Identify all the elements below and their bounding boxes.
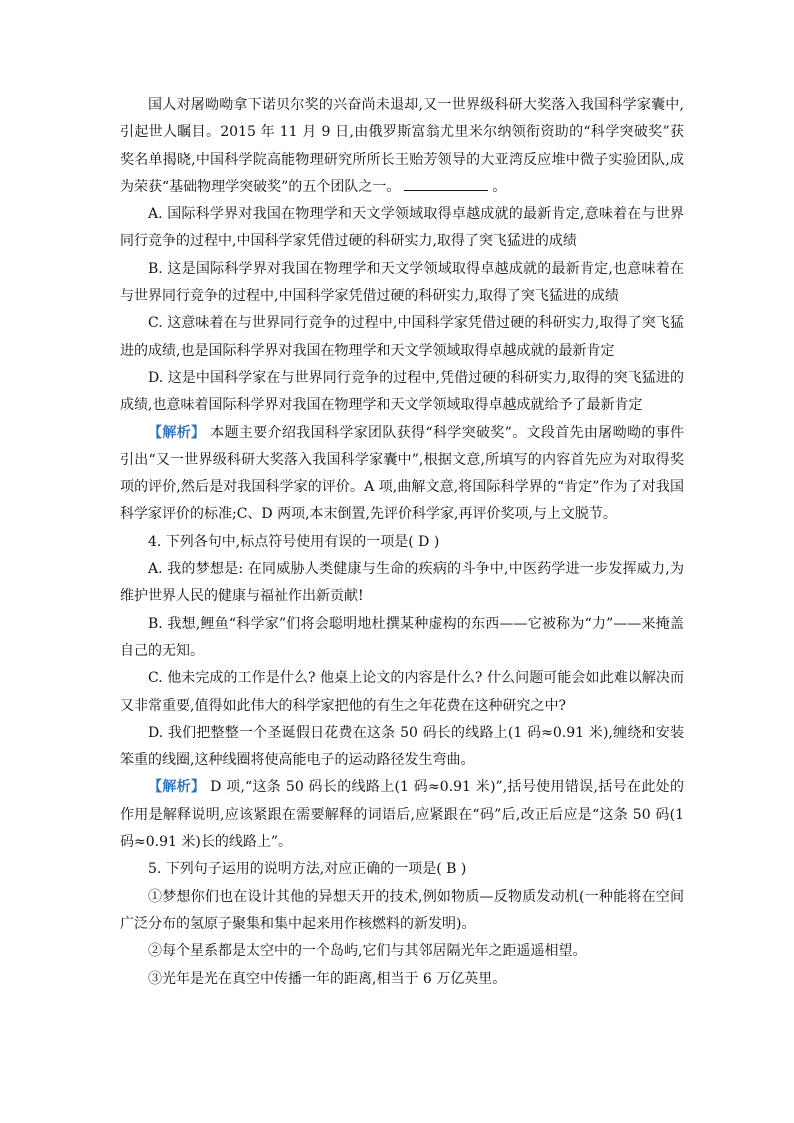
q3-analysis bbox=[120, 420, 684, 529]
q4-option-b: B. 我想,鲤鱼“科学家”们将会聪明地杜撰某种虚构的东西——它被称为“力”——来掩盖自己的无知。 bbox=[120, 615, 684, 659]
q5-item-2: ②每个星系都是太空中的一个岛屿,它们与其邻居隔光年之距遥遥相望。 bbox=[148, 943, 587, 960]
analysis-label: 【解析】 bbox=[148, 779, 206, 796]
q3-option-c: C. 这意味着在与世界同行竞争的过程中,中国科学家凭借过硬的科研实力,取得了突飞猛进的成绩,也是国际科学界对我国在物理学和天文学领域取得卓越成就的最新肯定 bbox=[120, 315, 684, 359]
q3-option-d: D. 这是中国科学家在与世界同行竞争的过程中,凭借过硬的科研实力,取得的突飞猛进的成绩,也意味着国际科学界对我国在物理学和天文学领域取得卓越成就给予了最新肯定 bbox=[120, 369, 684, 414]
q5-item-3: ③光年是光在真空中传播一年的距离,相当于 6 万亿英里。 bbox=[148, 970, 507, 987]
q4-analysis bbox=[120, 774, 684, 856]
intro-end: 。 bbox=[492, 178, 507, 195]
answer-blank bbox=[404, 176, 488, 191]
q4-option-a: A. 我的梦想是: 在同威胁人类健康与生命的疾病的斗争中,中医药学进一步发挥威力,为维护世界人民的健康与福祉作出新贡献! bbox=[120, 561, 684, 605]
q4-stem: 4. 下列各句中,标点符号使用有误的一项是( D ) bbox=[148, 533, 440, 550]
intro-text: 国人对屠呦呦拿下诺贝尔奖的兴奋尚未退却,又一世界级科研大奖落入我国科学家囊中,引起世人瞩目。2015 年 11 月 9 日,由俄罗斯富翁尤里米尔纳领衔资助的“科学突破奖”获奖名单揭晓,中国科学院高能物理研究所所长王贻芳领导的大亚湾反应堆中微子实验团队,成为荣获“基础物理学突破奖”的五个团队之一。 bbox=[120, 97, 684, 195]
q5-stem: 5. 下列句子运用的说明方法,对应正确的一项是( B ) bbox=[148, 861, 467, 878]
analysis-label: 【解析】 bbox=[148, 424, 206, 441]
q5-item-1: ①梦想你们也在设计其他的异想天开的技术,例如物质—反物质发动机(一种能将在空间广泛分布的氢原子聚集和集中起来用作核燃料的新发明)。 bbox=[120, 888, 684, 932]
q3-analysis-text: 本题主要介绍我国科学家团队获得“科学突破奖”。文段首先由屠呦呦的事件引出“又一世界级科研大奖落入我国科学家囊中”,根据文意,所填写的内容首先应为对取得奖项的评价,然后是对我国科学家的评价。A 项,曲解文意,将国际科学界的“肯定”作为了对我国科学家评价的标准;C、D 两项,本末倒置,先评价科学家,再评价奖项,与上文脱节。 bbox=[120, 424, 685, 523]
q4-option-d: D. 我们把整整一个圣诞假日花费在这条 50 码长的线路上(1 码≈0.91 米),缠绕和安装笨重的线圈,这种线圈将使高能电子的运动路径发生弯曲。 bbox=[120, 724, 684, 769]
q3-option-b: B. 这是国际科学界对我国在物理学和天文学领域取得卓越成就的最新肯定,也意味着在与世界同行竞争的过程中,中国科学家凭借过硬的科研实力,取得了突飞猛进的成绩 bbox=[120, 260, 684, 305]
q4-analysis-text: D 项,“这条 50 码长的线路上(1 码≈0.91 米)”,括号使用错误,括号在此处的作用是解释说明,应该紧跟在需要解释的词语后,应紧跟在“码”后,改正后应是“这条 50 码(1 码≈0.91 米)长的线路上”。 bbox=[120, 779, 685, 851]
q3-option-a: A. 国际科学界对我国在物理学和天文学领域取得卓越成就的最新肯定,意味着在与世界同行竞争的过程中,中国科学家凭借过硬的科研实力,取得了突飞猛进的成绩 bbox=[120, 206, 684, 250]
q4-option-c: C. 他未完成的工作是什么? 他桌上论文的内容是什么? 什么问题可能会如此难以解决而又非常重要,值得如此伟大的科学家把他的有生之年花费在这种研究之中? bbox=[120, 670, 684, 714]
intro-paragraph bbox=[120, 92, 684, 201]
